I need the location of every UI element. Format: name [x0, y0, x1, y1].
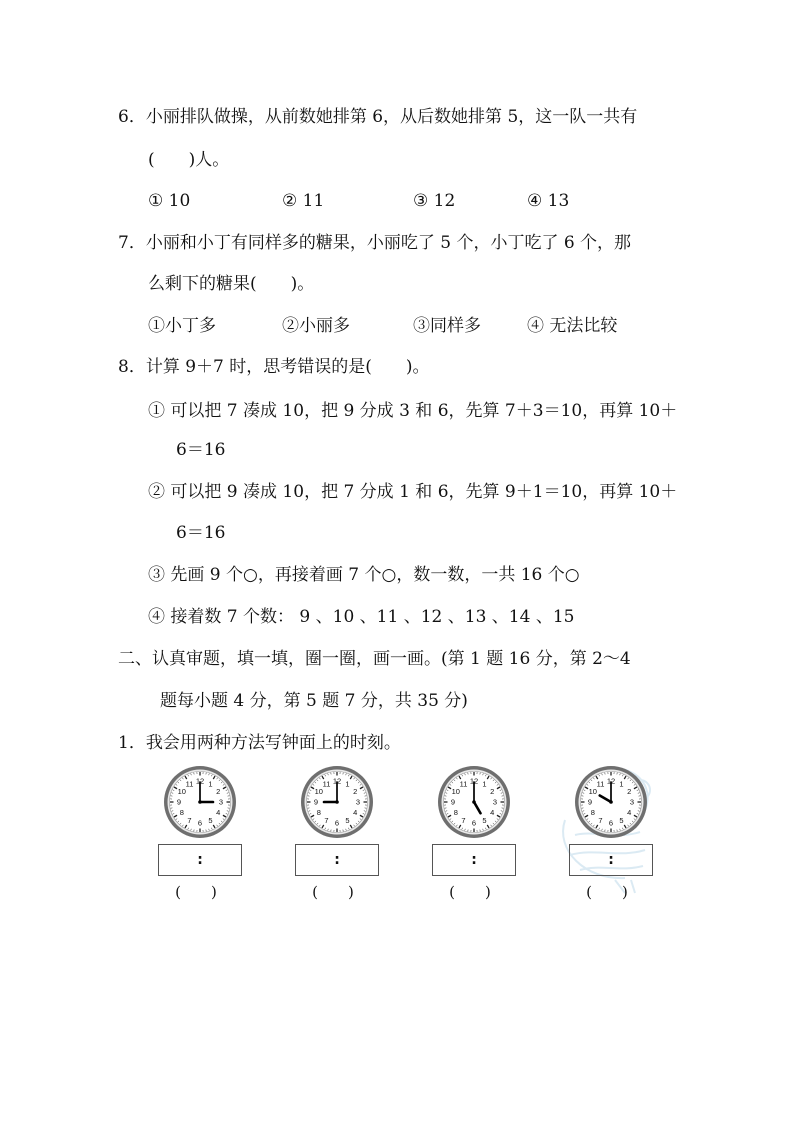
clock-number: 3	[355, 797, 361, 807]
question-7-text: 7．小丽和小丁有同样多的糖果，小丽吃了 5 个，小丁吃了 6 个，那	[118, 233, 632, 253]
clock-face-4	[573, 764, 649, 840]
question-6-option-2: ② 11	[282, 191, 325, 211]
clock-center-pin	[335, 800, 339, 804]
clock-number: 1	[345, 779, 350, 789]
question-7-option-3: ③同样多	[413, 316, 481, 336]
clock-number: 7	[461, 815, 466, 825]
clock-number: 2	[627, 787, 632, 797]
time-answer-box-3[interactable]: :	[432, 844, 516, 876]
clock-number: 12	[332, 776, 342, 786]
clock-number: 3	[492, 797, 498, 807]
question-6-option-3: ③ 12	[413, 191, 456, 211]
question-7-option-2: ②小丽多	[282, 316, 350, 336]
question-6-text: 6．小丽排队做操，从前数她排第 6，从后数她排第 5，这一队一共有	[118, 107, 638, 127]
clock-number: 11	[185, 779, 194, 789]
clock-face-3	[436, 764, 512, 840]
clock-number: 5	[482, 815, 487, 825]
clock-number: 11	[322, 779, 331, 789]
clock-center-pin	[609, 800, 613, 804]
question-6-option-4: ④ 13	[527, 191, 570, 211]
clock-number: 12	[469, 776, 479, 786]
clock-number: 8	[453, 808, 458, 818]
time-answer-box-4[interactable]: :	[569, 844, 653, 876]
clock-number: 9	[587, 797, 593, 807]
clock-number: 7	[598, 815, 603, 825]
clock-number: 10	[177, 787, 186, 797]
question-8-option-1-cont: 6＝16	[176, 440, 226, 460]
clock-number: 5	[208, 815, 213, 825]
clock-center-pin	[472, 800, 476, 804]
clock-number: 12	[195, 776, 205, 786]
clock-number: 2	[216, 787, 221, 797]
clock-number: 11	[596, 779, 605, 789]
question-8-option-4: ④ 接着数 7 个数： 9 、10 、11 、12 、13 、14 、15	[148, 607, 575, 627]
clock-number: 1	[208, 779, 213, 789]
clock-number: 8	[590, 808, 595, 818]
time-answer-paren-2[interactable]: ( )	[312, 883, 354, 901]
question-8-option-3: ③ 先画 9 个○，再接着画 7 个○，数一数，一共 16 个○	[148, 565, 580, 585]
clock-number: 4	[353, 808, 358, 818]
clock-center-pin	[198, 800, 202, 804]
time-answer-box-1[interactable]: :	[158, 844, 242, 876]
clock-number: 10	[588, 787, 597, 797]
clock-number: 8	[316, 808, 321, 818]
clock-number: 2	[353, 787, 358, 797]
clock-face-2	[299, 764, 375, 840]
time-answer-paren-1[interactable]: ( )	[175, 883, 217, 901]
clock-number: 5	[345, 815, 350, 825]
question-8-option-2-cont: 6＝16	[176, 523, 226, 543]
clock-number: 4	[627, 808, 632, 818]
clock-number: 1	[482, 779, 487, 789]
clock-number: 8	[179, 808, 184, 818]
question-8-text: 8．计算 9＋7 时，思考错误的是( )。	[118, 357, 430, 377]
clock-number: 7	[324, 815, 329, 825]
clock-number: 5	[619, 815, 624, 825]
clock-number: 6	[471, 818, 477, 828]
clock-number: 9	[450, 797, 456, 807]
clock-number: 9	[313, 797, 319, 807]
clock-number: 7	[187, 815, 192, 825]
clock-number: 3	[218, 797, 224, 807]
clock-number: 3	[629, 797, 635, 807]
question-7-option-1: ①小丁多	[148, 316, 216, 336]
clock-number: 6	[334, 818, 340, 828]
clock-face-1	[162, 764, 238, 840]
question-6-text-cont: ( )人。	[148, 150, 230, 170]
section-2-question-1: 1．我会用两种方法写钟面上的时刻。	[118, 733, 401, 753]
question-7-option-4: ④ 无法比较	[527, 316, 618, 336]
section-2-heading-cont: 题每小题 4 分，第 5 题 7 分，共 35 分)	[160, 691, 468, 711]
section-2-heading-text: 二、认真审题，填一填，圈一圈，画一画。(第 1 题 16 分，第 2～4	[118, 649, 631, 669]
clock-number: 1	[619, 779, 624, 789]
clock-number: 4	[490, 808, 495, 818]
clock-number: 12	[606, 776, 616, 786]
clock-number: 6	[197, 818, 203, 828]
clock-number: 10	[314, 787, 323, 797]
time-answer-paren-4[interactable]: ( )	[586, 883, 628, 901]
question-8-option-2: ② 可以把 9 凑成 10，把 7 分成 1 和 6，先算 9＋1＝10，再算 10＋	[148, 482, 678, 502]
time-answer-paren-3[interactable]: ( )	[449, 883, 491, 901]
question-8-option-1: ① 可以把 7 凑成 10，把 9 分成 3 和 6，先算 7＋3＝10，再算 10＋	[148, 401, 678, 421]
clock-number: 6	[608, 818, 614, 828]
question-6-option-1: ① 10	[148, 191, 191, 211]
question-7-text-cont: 么剩下的糖果( )。	[148, 274, 315, 294]
clock-number: 11	[459, 779, 468, 789]
clock-number: 4	[216, 808, 221, 818]
clock-number: 10	[451, 787, 460, 797]
clock-number: 9	[176, 797, 182, 807]
clock-number: 2	[490, 787, 495, 797]
time-answer-box-2[interactable]: :	[295, 844, 379, 876]
